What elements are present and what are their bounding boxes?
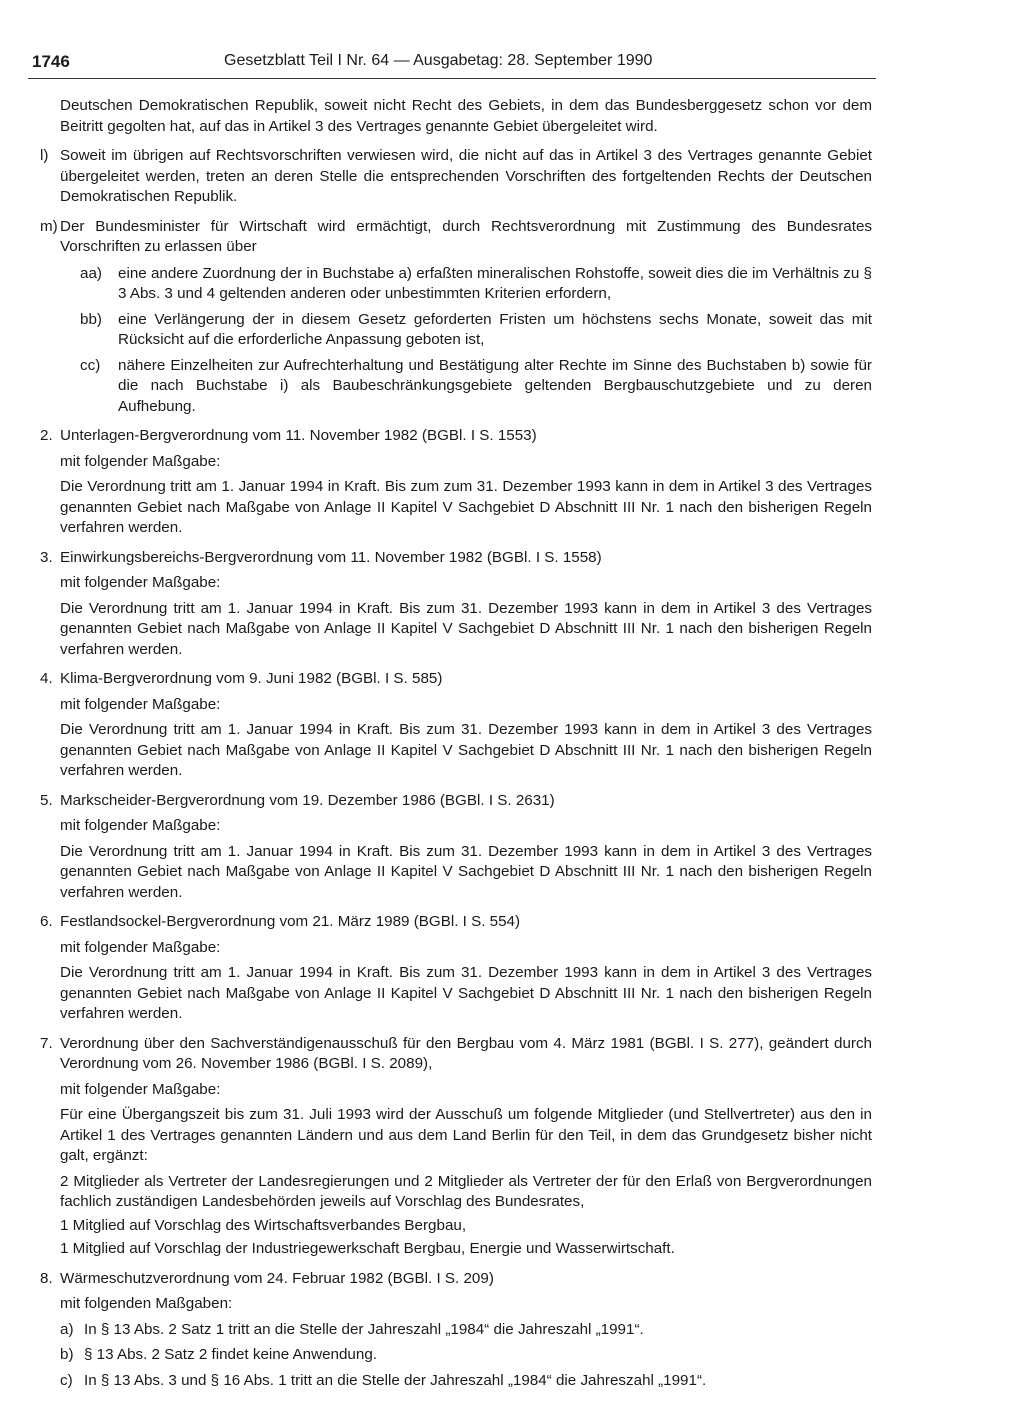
sub-item-marker: aa) — [80, 264, 102, 282]
item-number: 7. — [40, 1034, 53, 1052]
item-6 — [40, 912, 872, 1025]
member-entry: 1 Mitglied auf Vorschlag des Wirtschaftsverbandes Bergbau, — [60, 1216, 467, 1234]
item-number: 2. — [40, 427, 53, 444]
item-title: Klima-Bergverordnung vom 9. Juni 1982 (BGBl. I S. 585) — [60, 670, 443, 687]
sub-item-text: In § 13 Abs. 3 und § 16 Abs. 1 tritt an die Stelle der Jahreszahl „1984“ die Jahreszahl „1991“. — [84, 1371, 707, 1389]
gazette-title: Gesetzblatt Teil I Nr. 64 — Ausgabetag: 28. September 1990 — [224, 52, 653, 69]
page-content — [40, 96, 872, 1400]
item-title: Unterlagen-Bergverordnung vom 11. November 1982 (BGBl. I S. 1553) — [60, 427, 537, 444]
item-lead: mit folgender Maßgabe: — [60, 695, 221, 713]
item-lead: mit folgender Maßgabe: — [60, 938, 221, 956]
item-number: 8. — [40, 1269, 53, 1287]
item-lead: mit folgender Maßgabe: — [60, 452, 221, 470]
item-title: Verordnung über den Sachverständigenausschuß für den Bergbau vom 4. März 1981 (BGBl. I S. 277), geändert durch Verordnung vom 26. November 1986 (BGBl. I S. 2089), — [60, 1034, 872, 1072]
page-header — [28, 52, 876, 79]
item-title: Markscheider-Bergverordnung vom 19. Dezember 1986 (BGBl. I S. 2631) — [60, 791, 555, 809]
item-number: 4. — [40, 670, 53, 687]
item-number: 3. — [40, 548, 53, 566]
sub-item-b — [60, 1345, 872, 1366]
sub-item-marker: a) — [60, 1320, 74, 1338]
item-body: Die Verordnung tritt am 1. Januar 1994 in Kraft. Bis zum 31. Dezember 1993 kann in dem in Artikel 3 des Vertrages genannten Gebiet nach Maßgabe von Anlage II Kapitel V Sachgebiet D Abschnitt III Nr. 1 nach den bisherigen Regeln verfahren werden. — [60, 964, 872, 1022]
sub-item-a — [60, 1320, 872, 1341]
sub-item-text: eine andere Zuordnung der in Buchstabe a) erfaßten mineralischen Rohstoffe, soweit dies die im Verhältnis zu § 3 Abs. 3 und 4 geltenden anderen oder unbestimmten Kriterien erfordern, — [118, 264, 872, 302]
sub-item-text: § 13 Abs. 2 Satz 2 findet keine Anwendung. — [84, 1346, 377, 1363]
item-body: Die Verordnung tritt am 1. Januar 1994 in Kraft. Bis zum 31. Dezember 1993 kann in dem in Artikel 3 des Vertrages genannten Gebiet nach Maßgabe von Anlage II Kapitel V Sachgebiet D Abschnitt III Nr. 1 nach den bisherigen Regeln verfahren werden. — [60, 599, 872, 658]
sub-item-text: nähere Einzelheiten zur Aufrechterhaltung und Bestätigung alter Rechte im Sinne des Buchstaben b) sowie für die nach Buchstabe i) als Baubeschränkungsgebiete geltenden Bergbauschutzgebiete und zu deren Aufhebung. — [118, 356, 872, 415]
item-l — [40, 146, 872, 208]
item-body: Die Verordnung tritt am 1. Januar 1994 in Kraft. Bis zum 31. Dezember 1993 kann in dem in Artikel 3 des Vertrages genannten Gebiet nach Maßgabe von Anlage II Kapitel V Sachgebiet D Abschnitt III Nr. 1 nach den bisherigen Regeln verfahren werden. — [60, 721, 872, 779]
item-3 — [40, 548, 872, 661]
item-marker: l) — [40, 147, 49, 164]
sub-item-marker: b) — [60, 1346, 74, 1363]
member-entry: 1 Mitglied auf Vorschlag der Industriegewerkschaft Bergbau, Energie und Wasserwirtschaft. — [60, 1240, 675, 1257]
item-lead: mit folgender Maßgabe: — [60, 817, 221, 834]
sub-item-marker: cc) — [80, 356, 101, 374]
item-number: 5. — [40, 791, 53, 809]
sub-item-cc — [80, 356, 872, 418]
item-body: Die Verordnung tritt am 1. Januar 1994 in Kraft. Bis zum 31. Dezember 1993 kann in dem in Artikel 3 des Vertrages genannten Gebiet nach Maßgabe von Anlage II Kapitel V Sachgebiet D Abschnitt III Nr. 1 nach den bisherigen Regeln verfahren werden. — [60, 842, 872, 901]
item-text: Soweit im übrigen auf Rechtsvorschriften verwiesen wird, die nicht auf das in Artikel 3 des Vertrages genannte Gebiet übergeleitet werden, treten an deren Stelle die entsprechenden Vorschriften des fortgeltenden Rechts der Deutschen Demokratischen Republik. — [60, 147, 872, 205]
sub-item-aa — [80, 264, 872, 305]
item-lead: mit folgender Maßgabe: — [60, 1080, 221, 1098]
sub-item-text: In § 13 Abs. 2 Satz 1 tritt an die Stelle der Jahreszahl „1984“ die Jahreszahl „1991“. — [84, 1320, 644, 1338]
item-body: Für eine Übergangszeit bis zum 31. Juli 1993 wird der Ausschuß um folgende Mitglieder (und Stellvertreter) aus den in Artikel 1 des Vertrages genannten Ländern und aus dem Land Berlin für den Teil, in dem das Grundgesetz bisher nicht galt, ergänzt: — [60, 1106, 872, 1164]
sub-item-marker: c) — [60, 1371, 73, 1389]
item-title: Festlandsockel-Bergverordnung vom 21. März 1989 (BGBl. I S. 554) — [60, 913, 521, 930]
item-lead: mit folgender Maßgabe: — [60, 574, 221, 591]
sub-item-marker: bb) — [80, 310, 102, 328]
item-number: 6. — [40, 913, 53, 930]
item-2 — [40, 426, 872, 539]
sub-item-bb — [80, 310, 872, 351]
item-text: Der Bundesminister für Wirtschaft wird ermächtigt, durch Rechtsverordnung mit Zustimmung des Bundesrates Vorschriften zu erlassen über — [60, 217, 872, 255]
item-title: Wärmeschutzverordnung vom 24. Februar 1982 (BGBl. I S. 209) — [60, 1269, 494, 1287]
item-lead: mit folgenden Maßgaben: — [60, 1295, 233, 1312]
sub-item-text: eine Verlängerung der in diesem Gesetz geforderten Fristen um höchstens sechs Monate, soweit das mit Rücksicht auf die erforderliche Anpassung geboten ist, — [118, 310, 872, 348]
item-m — [40, 217, 872, 418]
item-5 — [40, 791, 872, 904]
item-marker: m) — [40, 217, 58, 235]
continuation-paragraph: Deutschen Demokratischen Republik, soweit nicht Recht des Gebiets, in dem das Bundesberggesetz schon vor dem Beitritt gegolten hat, auf das in Artikel 3 des Vertrages genannte Gebiet übergeleitet wird. — [60, 97, 872, 135]
item-title: Einwirkungsbereichs-Bergverordnung vom 11. November 1982 (BGBl. I S. 1558) — [60, 548, 602, 566]
item-body: Die Verordnung tritt am 1. Januar 1994 in Kraft. Bis zum zum 31. Dezember 1993 kann in dem in Artikel 3 des Vertrages genannten Gebiet nach Maßgabe von Anlage II Kapitel V Sachgebiet D Abschnitt III Nr. 1 nach den bisherigen Regeln verfahren werden. — [60, 478, 872, 536]
sub-item-c — [60, 1371, 872, 1392]
member-entry: 2 Mitglieder als Vertreter der Landesregierungen und 2 Mitglieder als Vertreter der für den Erlaß von Bergverordnungen fachlich zuständigen Landesbehörden jeweils auf Vorschlag des Bundesrates, — [60, 1172, 872, 1210]
item-4 — [40, 669, 872, 782]
item-7 — [40, 1034, 872, 1260]
item-8 — [40, 1269, 872, 1392]
page-number: 1746 — [32, 52, 70, 71]
